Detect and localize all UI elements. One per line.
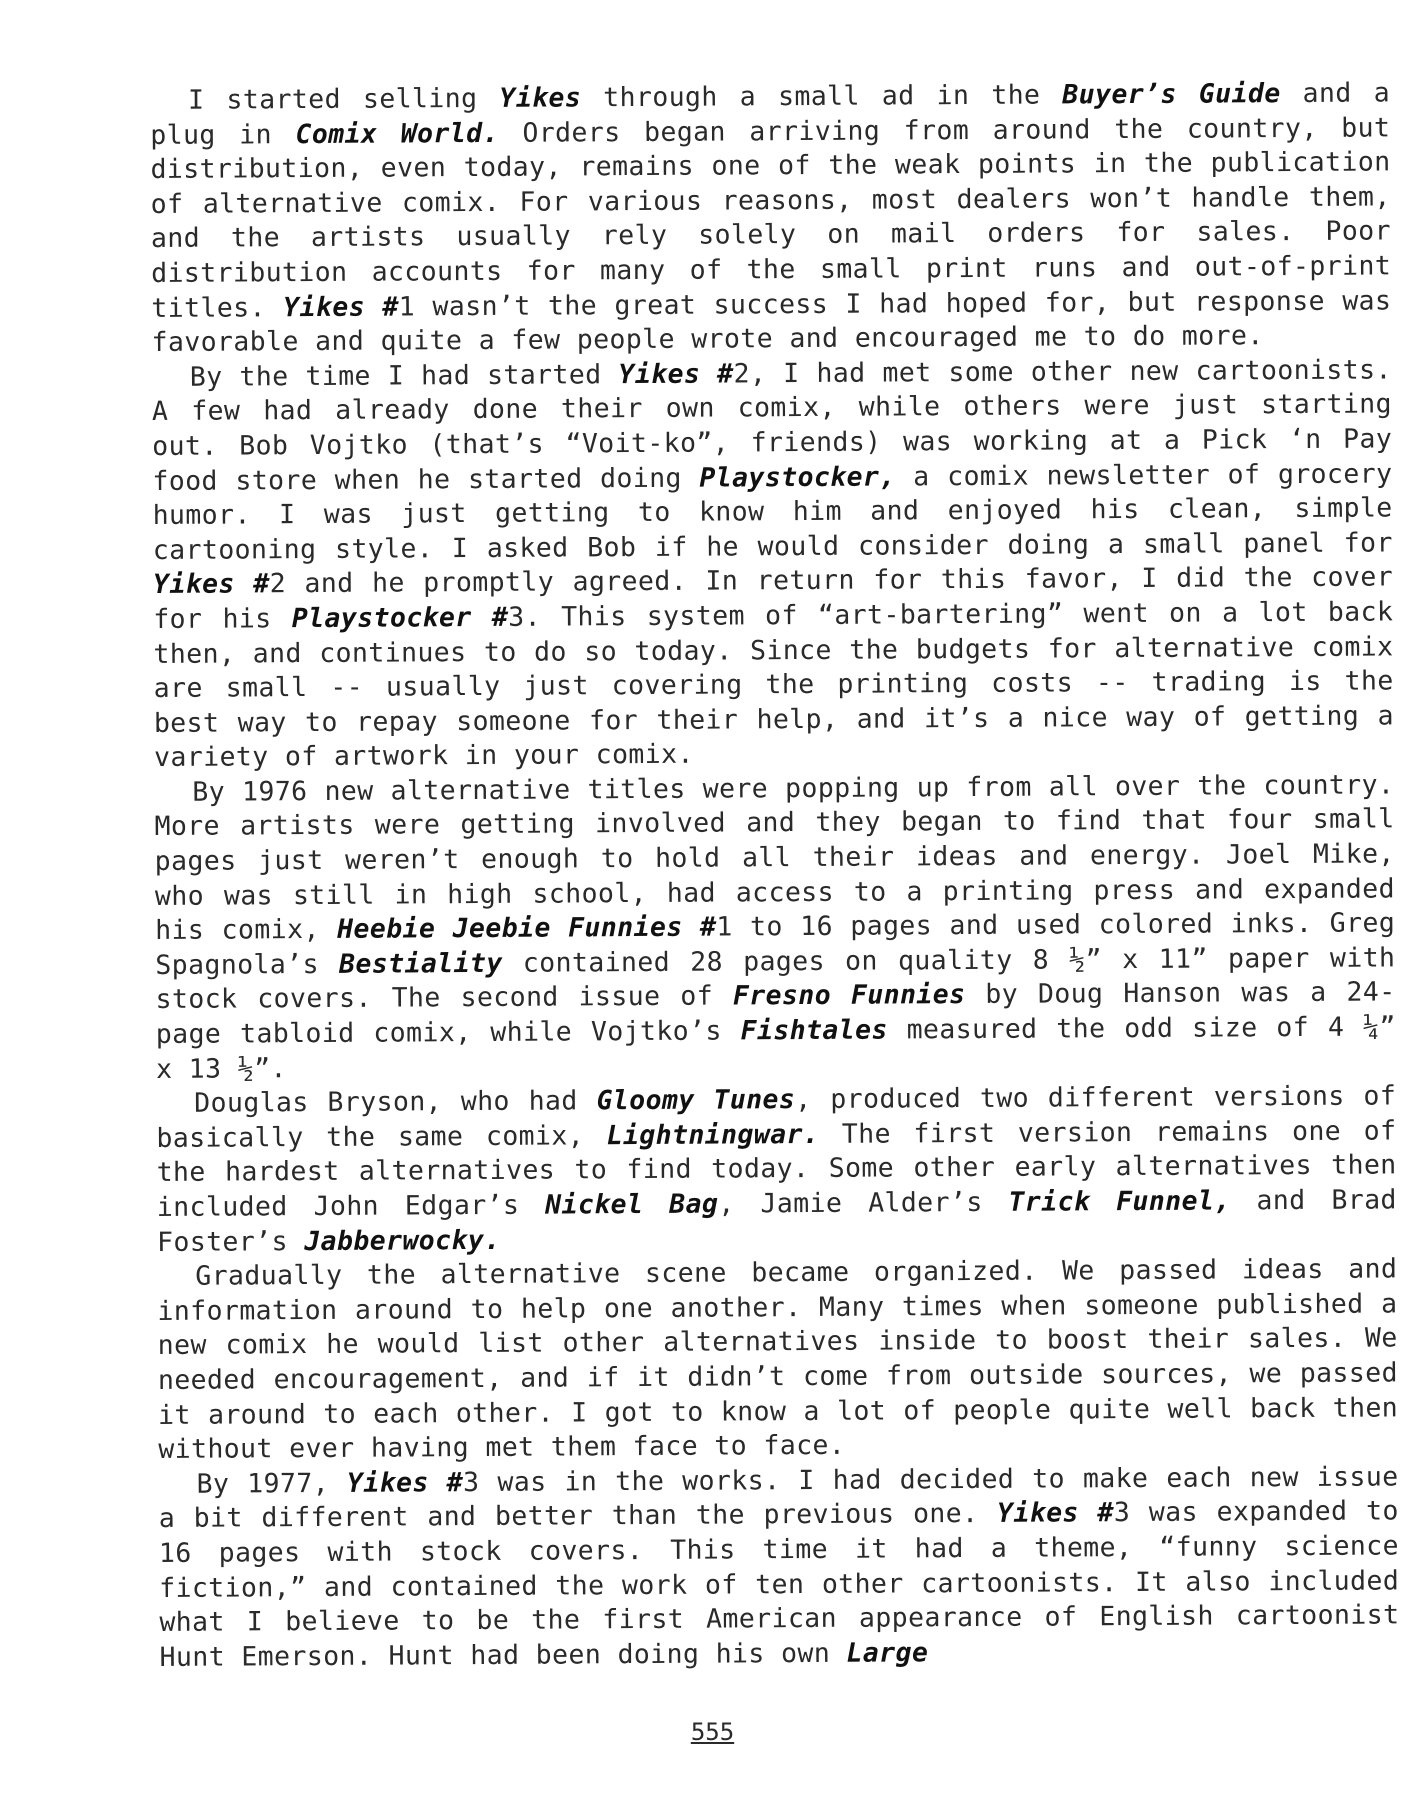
paragraph [150,76,1392,360]
title-reference: Fishtales [740,1014,888,1047]
text-run: 1 to 16 pages and used colored inks. Greg Spagnola’s [155,907,1396,981]
page-number: 555 [690,1718,735,1746]
title-reference: Heebie Jeebie Funnies # [337,911,717,946]
text-run: and a plug in [150,77,1391,151]
title-reference: Yikes # [996,1497,1114,1530]
text-run: through a small ad in the [581,79,1063,114]
text-run: 2 and he promptly agreed. In return for this favor, I did the cover for his [153,561,1394,635]
text-run: By the time I had started [189,358,619,393]
title-reference: Trick Funnel, [1008,1185,1231,1218]
title-reference: Yikes [499,82,582,114]
title-reference: Bestiality [339,947,503,980]
text-run: a comix newsletter of grocery humor. I was just getting to know him and enjoyed his clean, simple cartooning style. I asked Bob if he would consider doing a small panel for [152,457,1393,566]
text-run: By 1977, [196,1467,348,1500]
paragraph [158,1460,1399,1675]
text-run: Orders began arriving from around the country, but distribution, even today, remains one of the weak points in the publication of alternative comix. For various reasons, most dealers won’t handle them, and the artists usually rely solely on mail orders for sales. Poor distribution accounts for many of the small print runs and out-of-print titles. [150,112,1392,324]
text-run: , produced two different versions of basically the same comix, [156,1080,1397,1154]
text-run: The first version remains one of the hardest alternatives to find today. Some other early alternatives then included John Edgar’s [156,1115,1397,1223]
text-run: by Doug Hanson was a 24-page tabloid comix, while Vojtko’s [155,976,1396,1051]
text-run: 3 was expanded to 16 pages with stock covers. This time it had a theme, “funny science fiction,” and contained the work of ten other cartoonists. It also included what I believe to be the first American appearance of English cartoonist Hunt Emerson. Hunt had been doing his own [158,1495,1400,1673]
article-body [150,76,1400,1675]
title-reference: Yikes # [283,291,399,323]
title-reference: Nickel Bag [545,1188,719,1221]
paragraph [154,768,1396,1087]
text-run: 3 was in the works. I had decided to make each new issue a bit different and better than the previous one. [158,1461,1399,1535]
text-run: contained 28 pages on quality 8 ½” x 11” paper with stock covers. The second issue of [155,942,1396,1016]
title-reference: Yikes # [152,568,270,601]
title-reference: Comix World. [295,117,499,150]
title-reference: Jabberwocky. [304,1224,501,1257]
title-reference: Gloomy Tunes [596,1084,796,1117]
text-run: Douglas Bryson, who had [194,1085,597,1119]
text-run: By 1976 new alternative titles were popping up from all over the country. More artists were getting involved and they began to find that four small pages just weren’t enough to hold all their ideas and energy. Joel Mike, who was still in high school, had access to a printing press and expanded his comix, [154,769,1396,947]
title-reference: Large [846,1636,929,1669]
text-run: 1 wasn’t the great success I had hoped for, but response was favorable and quite a few people wrote and encouraged me to do more. [151,284,1392,359]
text-run: 3. This system of “art-bartering” went on a lot back then, and continues to do so today. Since the budgets for alternative comix are small -- usually just covering the printing costs -- trading is the best way to repay someone for their help, and it’s a nice way of getting a variety of artwork in your comix. [153,596,1394,774]
title-reference: Lightningwar. [606,1118,820,1152]
paragraph [156,1080,1397,1261]
text-run: 2, I had met some other new cartoonists. A few had already done their own comix, while others were just starting out. Bob Vojtko (that’s “Voit-ko”, friends) was working at a Pick ‘n Pay food store when he started doing [151,354,1393,497]
title-reference: Yikes # [346,1466,464,1499]
text-run: Gradually the alternative scene became organized. We passed ideas and information around to help one another. Many times when someone published a new comix he would list other alternatives inside to boost their sales. We needed encouragement, and if it didn’t come from outside sources, we passed it around to each other. I got to know a lot of people quite well back then without ever having met them face to face. [157,1253,1399,1466]
title-reference: Playstocker, [699,460,896,494]
paragraph [157,1253,1398,1468]
paragraph [152,353,1395,776]
text-run: measured the odd size of 4 ¼” x 13 ½”. [155,1011,1396,1085]
text-run: I started selling [188,82,500,116]
title-reference: Buyer’s Guide [1062,78,1281,111]
text-run: , Jamie Alder’s [718,1186,1009,1220]
title-reference: Fresno Funnies [732,979,966,1012]
title-reference: Yikes # [618,358,734,390]
title-reference: Playstocker # [291,601,509,635]
text-run: and Brad Foster’s [156,1184,1397,1258]
